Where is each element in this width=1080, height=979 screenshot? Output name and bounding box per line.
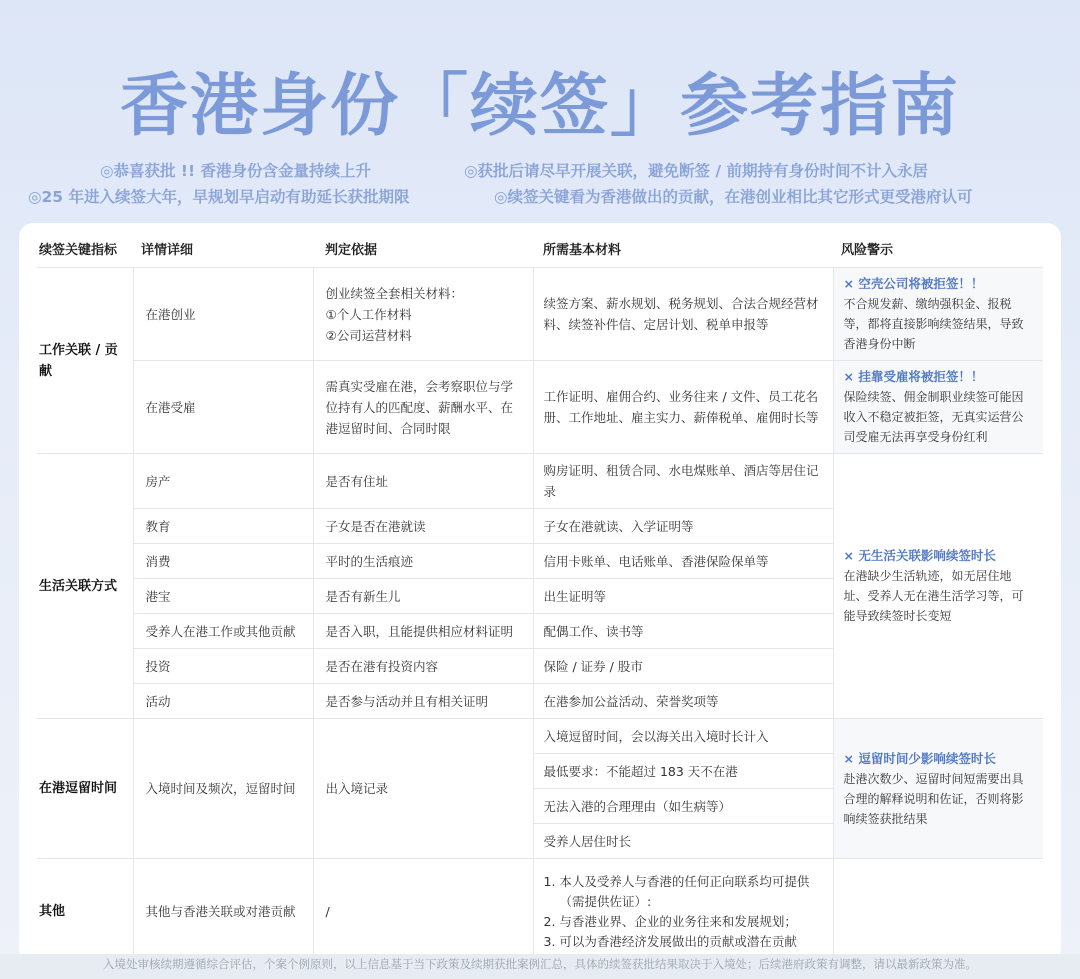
- materials-cell: [533, 859, 833, 964]
- risk-cell-empty: [833, 859, 1043, 964]
- detail-cell: 在港创业: [133, 268, 313, 361]
- risk-title: × 逗留时间少影响续签时长: [843, 750, 996, 766]
- column-header: 风险警示: [833, 229, 1043, 268]
- materials-cell: 在港参加公益活动、荣誉奖项等: [533, 684, 833, 719]
- highlight-1: ◎恭喜获批 !! 香港身份含金量持续上升: [100, 162, 371, 180]
- table-row: [37, 454, 1043, 509]
- basis-cell: 出入境记录: [313, 719, 533, 859]
- materials-cell: 续签方案、薪水规划、税务规划、合法合规经营材料、续签补件信、定居计划、税单申报等: [533, 268, 833, 361]
- detail-cell: 入境时间及频次，逗留时间: [133, 719, 313, 859]
- column-header: 所需基本材料: [533, 229, 833, 268]
- risk-cell: [833, 719, 1043, 859]
- materials-cell: 信用卡账单、电话账单、香港保险保单等: [533, 544, 833, 579]
- table-header-row: [37, 229, 1043, 268]
- detail-cell: 活动: [133, 684, 313, 719]
- materials-cell: 无法入港的合理理由（如生病等）: [533, 789, 833, 824]
- materials-cell: 子女在港就读、入学证明等: [533, 509, 833, 544]
- highlight-3: ◎25 年进入续签大年，早规划早启动有助延长获批期限: [28, 188, 410, 206]
- list-item: （需提供佐证）:: [559, 893, 652, 909]
- basis-cell: 子女是否在港就读: [313, 509, 533, 544]
- risk-title: × 挂靠受雇将被拒签！！: [843, 369, 984, 384]
- basis-cell: 是否入职，且能提供相应材料证明: [313, 614, 533, 649]
- materials-cell: 工作证明、雇佣合约、业务往来 / 文件、员工花名册、工作地址、雇主实力、薪俸税单、雇佣时长等: [533, 361, 833, 454]
- highlight-4: ◎续签关键看为香港做出的贡献，在港创业相比其它形式更受港府认可: [494, 188, 973, 206]
- risk-text: 不合规发薪、缴纳强积金、报税等，都将直接影响续签结果，导致香港身份中断: [843, 297, 1024, 351]
- basis-cell: 平时的生活痕迹: [313, 544, 533, 579]
- detail-cell: 港宝: [133, 579, 313, 614]
- basis-cell: 需真实受雇在港，会考察职位与学位持有人的匹配度、薪酬水平、在港逗留时间、合同时限: [313, 361, 533, 454]
- materials-cell: 购房证明、租赁合同、水电煤账单、酒店等居住记录: [533, 454, 833, 509]
- detail-cell: 房产: [133, 454, 313, 509]
- risk-cell: [833, 268, 1043, 361]
- disclaimer-footer: 入境处审核续期遵循综合评估，个案个例原则，以上信息基于当下政策及续期获批案例汇总，具体的续签获批结果取决于入境处；后续港府政策有调整，请以最新政策为准。: [0, 954, 1080, 979]
- guide-table-card: [19, 223, 1061, 963]
- column-header: 续签关键指标: [37, 229, 133, 268]
- basis-cell: 是否参与活动并且有相关证明: [313, 684, 533, 719]
- risk-cell: [833, 454, 1043, 719]
- risk-text: 在港缺少生活轨迹，如无居住地址、受养人无在港生活学习等，可能导致续签时长变短: [843, 569, 1024, 623]
- category-stay: 在港逗留时间: [37, 719, 133, 859]
- risk-title: × 空壳公司将被拒签！！: [843, 276, 984, 291]
- table-row: [37, 859, 1043, 964]
- basis-cell: [313, 268, 533, 361]
- detail-cell: 消费: [133, 544, 313, 579]
- table-row: [37, 361, 1043, 454]
- materials-cell: 保险 / 证券 / 股市: [533, 649, 833, 684]
- materials-cell: 受养人居住时长: [533, 824, 833, 859]
- column-header: 判定依据: [313, 229, 533, 268]
- renewal-guide-table: [37, 229, 1043, 963]
- category-work: 工作关联 / 贡献: [37, 268, 133, 454]
- basis-cell: /: [313, 859, 533, 964]
- highlight-2: ◎获批后请尽早开展关联，避免断签 / 前期持有身份时间不计入永居: [464, 162, 928, 180]
- materials-cell: 最低要求：不能超过 183 天不在港: [533, 754, 833, 789]
- basis-line: ①个人工作材料: [325, 306, 412, 322]
- column-header: 详情详细: [133, 229, 313, 268]
- materials-cell: 配偶工作、读书等: [533, 614, 833, 649]
- risk-title: × 无生活关联影响续签时长: [843, 548, 996, 563]
- table-row: [37, 719, 1043, 754]
- basis-line: 创业续签全套相关材料：: [325, 285, 464, 301]
- detail-cell: 其他与香港关联或对港贡献: [133, 859, 313, 964]
- detail-cell: 受养人在港工作或其他贡献: [133, 614, 313, 649]
- detail-cell: 在港受雇: [133, 361, 313, 454]
- category-life: 生活关联方式: [37, 454, 133, 719]
- materials-cell: 出生证明等: [533, 579, 833, 614]
- category-other: 其他: [39, 904, 66, 920]
- basis-line: ②公司运营材料: [325, 327, 412, 343]
- risk-text: 保险续签、佣金制职业续签可能因收入不稳定被拒签，无真实运营公司受雇无法再享受身份红利: [843, 390, 1024, 444]
- list-item: 2. 与香港业界、企业的业务往来和发展规划；: [543, 913, 797, 929]
- basis-cell: 是否有住址: [313, 454, 533, 509]
- materials-list: [544, 872, 825, 952]
- detail-cell: 投资: [133, 649, 313, 684]
- basis-cell: 是否有新生儿: [313, 579, 533, 614]
- basis-cell: 是否在港有投资内容: [313, 649, 533, 684]
- highlights-banner: [28, 158, 1068, 210]
- risk-cell: [833, 361, 1043, 454]
- materials-cell: 入境逗留时间，会以海关出入境时长计入: [533, 719, 833, 754]
- table-row: [37, 268, 1043, 361]
- detail-cell: 教育: [133, 509, 313, 544]
- list-item: 1. 本人及受养人与香港的任何正向联系均可提供: [543, 873, 810, 889]
- list-item: 3. 可以为香港经济发展做出的贡献或潜在贡献: [543, 933, 797, 949]
- page-title: 香港身份「续签」参考指南: [119, 67, 960, 146]
- risk-text: 赴港次数少、逗留时间短需要出具合理的解释说明和佐证，否则将影响续签获批结果: [843, 771, 1024, 826]
